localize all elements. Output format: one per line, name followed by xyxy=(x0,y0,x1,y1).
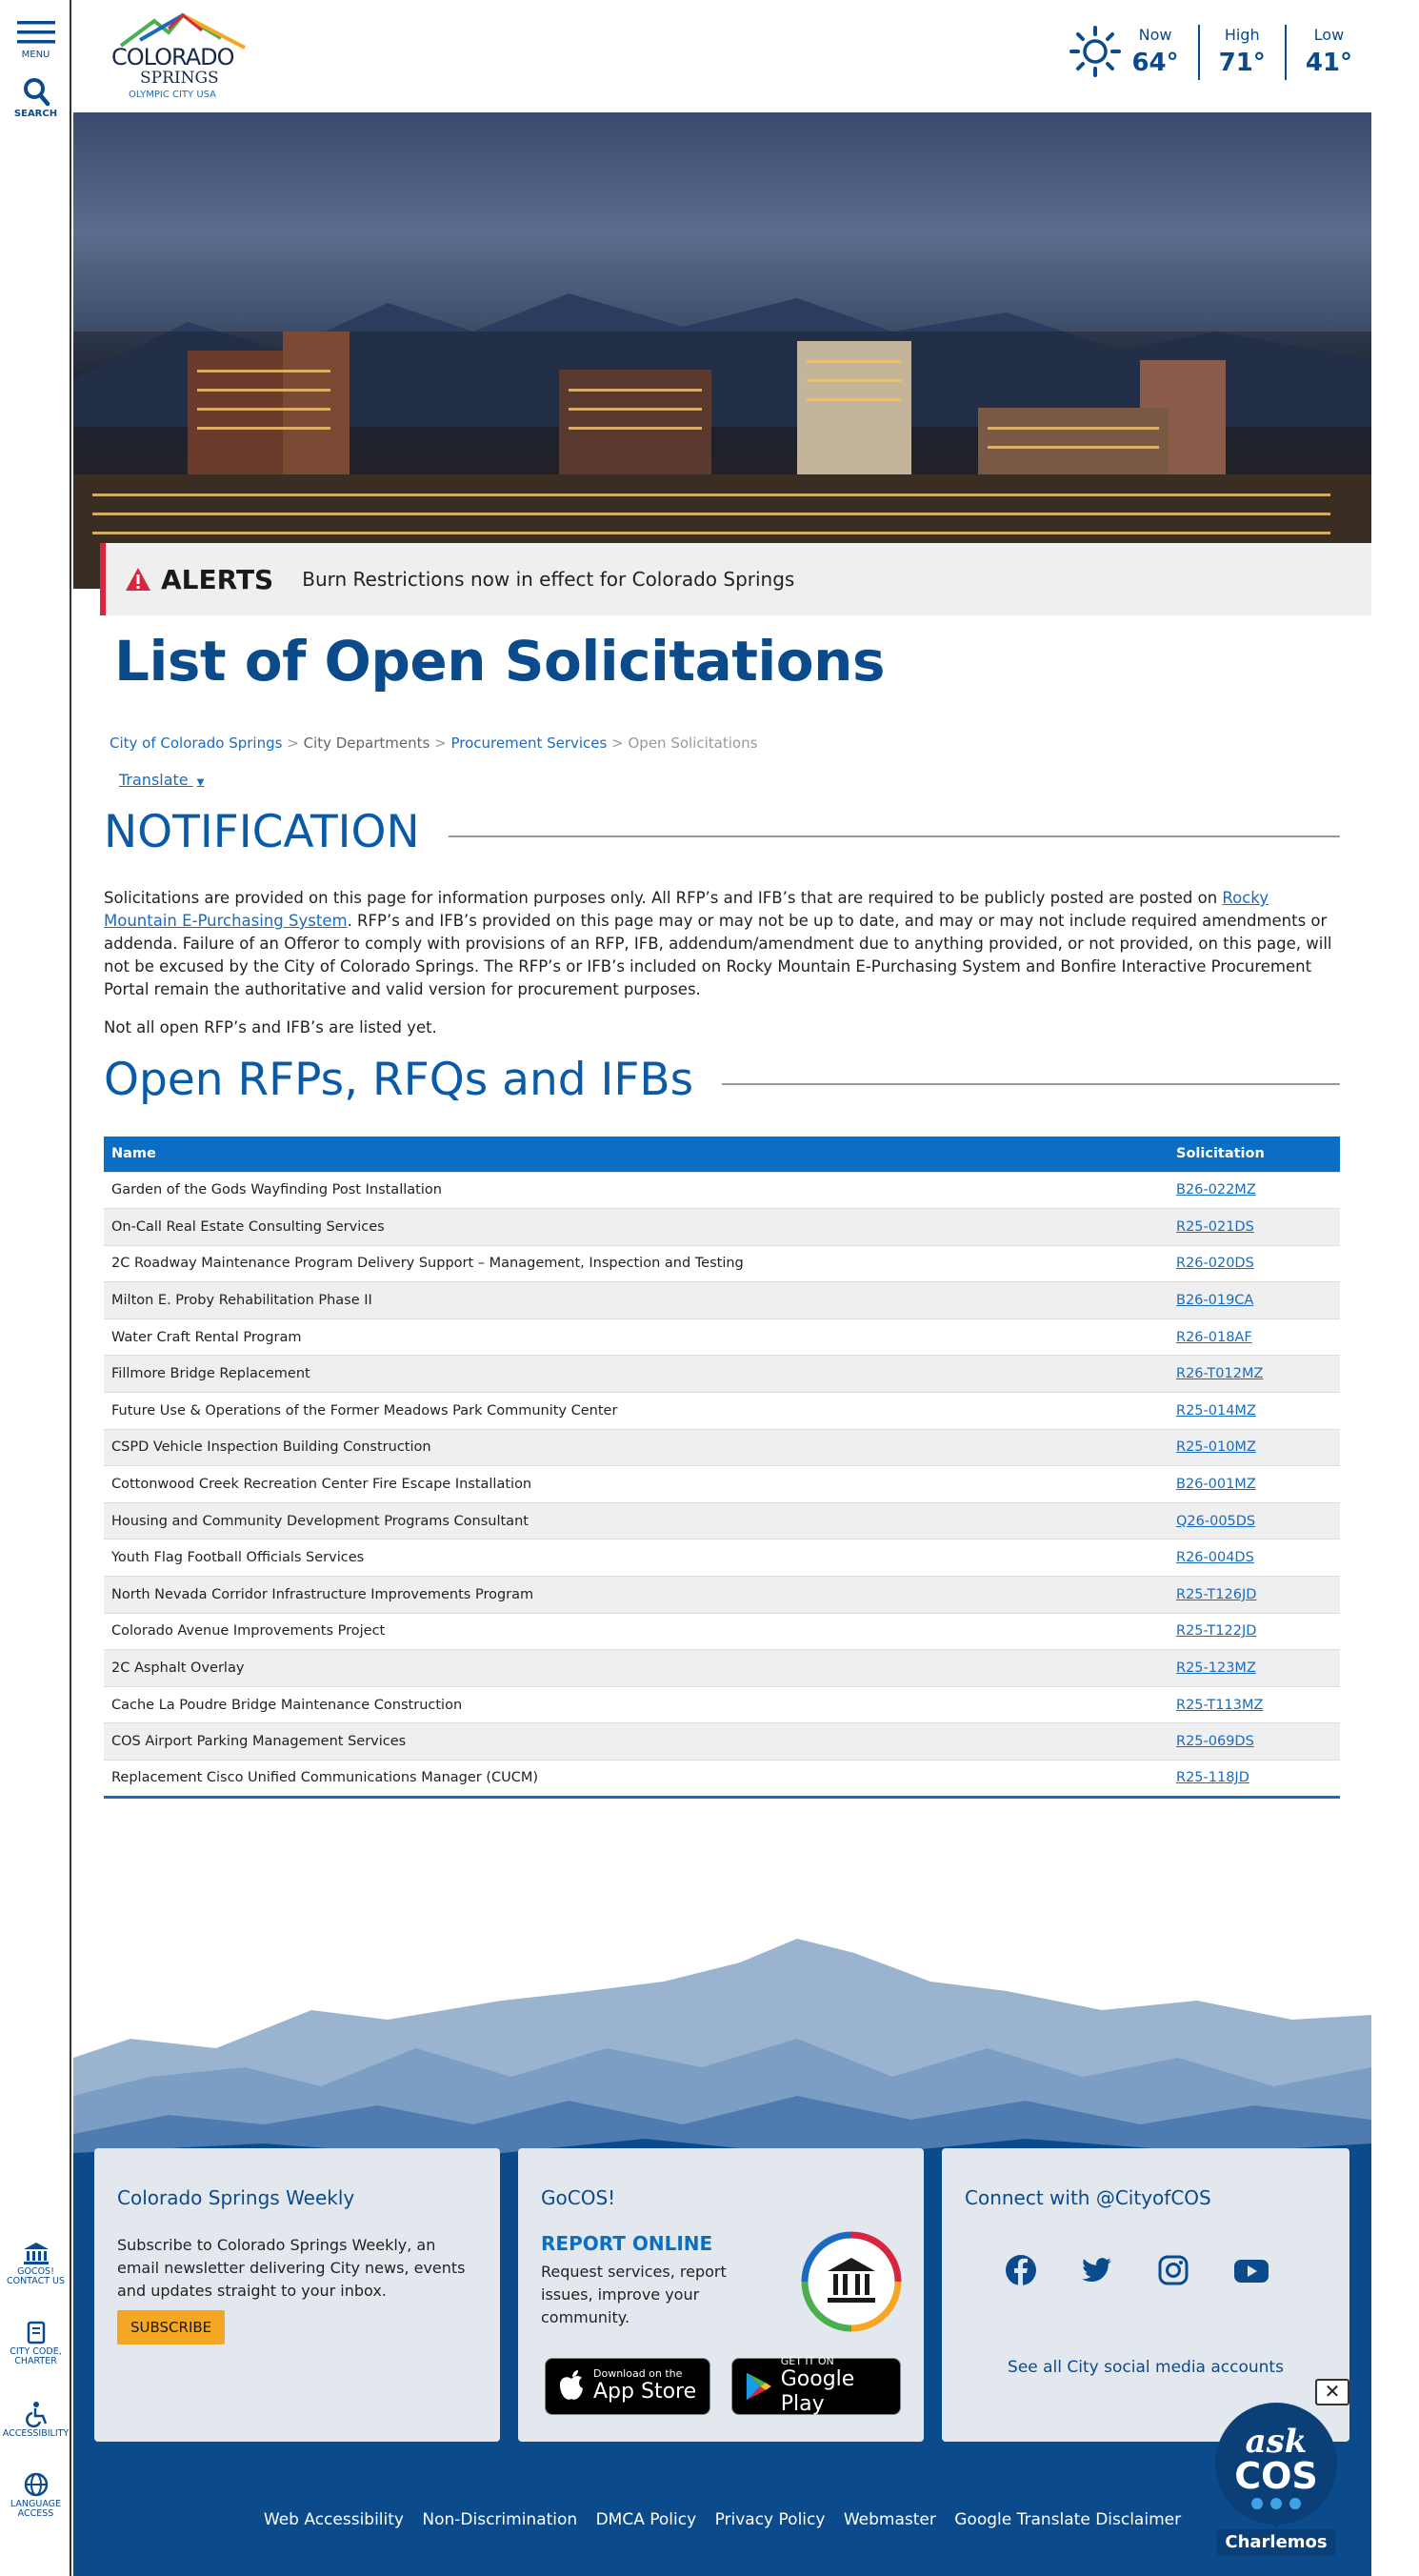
table-row xyxy=(104,1393,1340,1430)
social-card xyxy=(942,2148,1349,2442)
solicitation-number-cell xyxy=(1169,1650,1340,1687)
solicitation-number-cell xyxy=(1169,1761,1340,1798)
solicitation-link[interactable]: B26-019CA xyxy=(1176,1293,1254,1309)
rfp-section-header xyxy=(104,1054,1340,1106)
solicitation-number-cell xyxy=(1169,1172,1340,1209)
search-label: SEARCH xyxy=(13,109,58,119)
notification-heading: NOTIFICATION xyxy=(104,806,420,858)
footer-link-privacy[interactable]: Privacy Policy xyxy=(714,2510,826,2529)
accessibility-button[interactable] xyxy=(0,2401,71,2439)
solicitation-number-cell xyxy=(1169,1245,1340,1282)
social-icons xyxy=(1004,2253,1270,2287)
weather-high-label: High xyxy=(1224,26,1260,44)
solicitation-number-cell xyxy=(1169,1318,1340,1356)
warning-icon xyxy=(125,567,151,592)
search-icon xyxy=(22,76,50,107)
solicitation-link[interactable]: R25-118JD xyxy=(1176,1770,1249,1786)
weather-now-label: Now xyxy=(1138,26,1172,44)
solicitation-number-cell xyxy=(1169,1723,1340,1761)
footer-link-dmca[interactable]: DMCA Policy xyxy=(595,2510,697,2529)
footer-link-webmaster[interactable]: Webmaster xyxy=(843,2510,936,2529)
city-logo[interactable] xyxy=(102,11,254,102)
language-access-label: LANGUAGE ACCESS xyxy=(10,2499,62,2519)
solicitation-number-cell xyxy=(1169,1502,1340,1540)
table-row xyxy=(104,1723,1340,1761)
table-row xyxy=(104,1356,1340,1393)
solicitation-name-cell: CSPD Vehicle Inspection Building Construction xyxy=(104,1429,1169,1466)
solicitation-number-cell xyxy=(1169,1613,1340,1650)
table-header-row xyxy=(104,1137,1340,1172)
table-row xyxy=(104,1613,1340,1650)
table-row xyxy=(104,1686,1340,1723)
solicitation-number-cell xyxy=(1169,1577,1340,1614)
solicitation-name-cell: 2C Asphalt Overlay xyxy=(104,1650,1169,1687)
footer-link-translate-disclaimer[interactable]: Google Translate Disclaimer xyxy=(954,2510,1182,2529)
breadcrumb-separator: > xyxy=(434,735,447,752)
weather-low-value: 41° xyxy=(1305,49,1352,77)
footer-link-nondiscrimination[interactable]: Non-Discrimination xyxy=(422,2510,578,2529)
breadcrumb-separator: > xyxy=(611,735,624,752)
logo-tagline: OLYMPIC CITY USA xyxy=(129,90,217,100)
notification-note: Not all open RFP’s and IFB’s are listed yet. xyxy=(104,1018,437,1036)
solicitation-number-cell xyxy=(1169,1282,1340,1319)
site-header xyxy=(73,0,1419,112)
search-button[interactable] xyxy=(0,76,71,119)
table-row xyxy=(104,1466,1340,1503)
solicitation-link[interactable]: R25-T113MZ xyxy=(1176,1697,1264,1713)
globe-icon xyxy=(23,2471,50,2498)
logo-text-springs: SPRINGS xyxy=(140,69,219,88)
askcos-close-button[interactable]: ✕ xyxy=(1315,2379,1349,2405)
table-body xyxy=(104,1172,1340,1797)
column-header-solicitation[interactable]: Solicitation xyxy=(1169,1137,1340,1172)
solicitation-number-cell xyxy=(1169,1356,1340,1393)
instagram-icon[interactable] xyxy=(1156,2253,1190,2287)
table-row xyxy=(104,1429,1340,1466)
weather-widget xyxy=(1069,25,1371,86)
alert-message[interactable]: Burn Restrictions now in effect for Colorado Springs xyxy=(302,568,795,591)
solicitation-number-cell xyxy=(1169,1540,1340,1577)
book-icon xyxy=(26,2321,47,2345)
translate-dropdown[interactable] xyxy=(119,771,204,789)
google-play-button[interactable] xyxy=(731,2355,901,2416)
solicitation-name-cell: Cottonwood Creek Recreation Center Fire Escape Installation xyxy=(104,1466,1169,1503)
breadcrumb-departments: City Departments xyxy=(303,735,430,752)
menu-label: MENU xyxy=(21,50,50,60)
solicitation-name-cell: Fillmore Bridge Replacement xyxy=(104,1356,1169,1393)
breadcrumb-home[interactable]: City of Colorado Springs xyxy=(110,735,283,752)
breadcrumb-procurement[interactable]: Procurement Services xyxy=(450,735,608,752)
solicitation-link[interactable]: R26-018AF xyxy=(1176,1329,1252,1345)
chat-bubble-icon xyxy=(1209,2401,1343,2534)
askcos-ask-text: ask xyxy=(1245,2423,1308,2461)
table-row xyxy=(104,1577,1340,1614)
logo-text-colorado: COLORADO xyxy=(111,44,234,70)
notification-section-header xyxy=(104,806,1340,858)
weather-now-value: 64° xyxy=(1131,49,1179,77)
breadcrumb-current: Open Solicitations xyxy=(628,735,758,752)
app-store-big-text: App Store xyxy=(593,2380,697,2404)
table-row xyxy=(104,1318,1340,1356)
rocky-mountain-link[interactable]: Rocky Mountain E-Purchasing System xyxy=(104,889,1269,930)
alerts-title-text: ALERTS xyxy=(161,563,274,595)
solicitation-name-cell: Water Craft Rental Program xyxy=(104,1318,1169,1356)
weather-sun-icon xyxy=(1069,25,1122,78)
weather-high xyxy=(1198,25,1285,80)
page-title: List of Open Solicitations xyxy=(114,629,885,694)
google-play-icon xyxy=(744,2370,773,2403)
gocos-contact-button[interactable] xyxy=(0,2241,71,2286)
facebook-icon[interactable] xyxy=(1004,2253,1038,2287)
translate-label: Translate xyxy=(119,771,189,789)
building-icon xyxy=(22,2241,50,2265)
weather-high-value: 71° xyxy=(1218,49,1266,77)
table-row xyxy=(104,1245,1340,1282)
notification-text-part1: Solicitations are provided on this page for information purposes only. All RFP’s and IFB’s that are required to be publicly posted are posted on xyxy=(104,889,1223,907)
footer-links xyxy=(73,2510,1371,2529)
gocos-contact-label: GOCOS! CONTACT US xyxy=(6,2266,66,2286)
connect-title: Connect with @CityofCOS xyxy=(965,2186,1211,2209)
solicitation-link[interactable]: R25-T126JD xyxy=(1176,1586,1257,1602)
weather-low-label: Low xyxy=(1313,26,1345,44)
gocos-card xyxy=(518,2148,924,2442)
apple-icon xyxy=(557,2369,586,2404)
weekly-text: Subscribe to Colorado Springs Weekly, an email newsletter delivering City news, events and updates straight to your inbox. xyxy=(117,2236,466,2300)
section-divider xyxy=(449,835,1340,837)
app-store-small-text: Download on the xyxy=(593,2367,683,2380)
hamburger-icon xyxy=(17,19,55,48)
table-row xyxy=(104,1282,1340,1319)
solicitation-link[interactable]: R25-123MZ xyxy=(1176,1660,1256,1677)
solicitation-number-cell xyxy=(1169,1686,1340,1723)
solicitation-number-cell xyxy=(1169,1466,1340,1503)
solicitation-link[interactable]: B26-001MZ xyxy=(1176,1477,1256,1493)
app-store-button[interactable] xyxy=(545,2358,710,2415)
weather-low xyxy=(1285,25,1371,80)
google-play-big-text: Google Play xyxy=(780,2367,855,2416)
weekly-title: Colorado Springs Weekly xyxy=(117,2186,355,2209)
subscribe-button[interactable]: SUBSCRIBE xyxy=(117,2310,225,2345)
site-footer xyxy=(73,1934,1371,2576)
solicitation-number-cell xyxy=(1169,1393,1340,1430)
google-play-small-text: GET IT ON xyxy=(780,2355,834,2367)
report-online-link[interactable]: REPORT ONLINE xyxy=(541,2232,713,2255)
table-row xyxy=(104,1209,1340,1246)
table-row xyxy=(104,1172,1340,1209)
solicitation-name-cell: Cache La Poudre Bridge Maintenance Construction xyxy=(104,1686,1169,1723)
see-all-social-link[interactable]: See all City social media accounts xyxy=(1008,2358,1284,2377)
solicitation-link[interactable]: R25-T122JD xyxy=(1176,1623,1257,1640)
solicitation-name-cell: Housing and Community Development Programs Consultant xyxy=(104,1502,1169,1540)
twitter-icon[interactable] xyxy=(1080,2253,1114,2287)
breadcrumb-separator: > xyxy=(287,735,299,752)
column-header-name[interactable]: Name xyxy=(104,1137,1169,1172)
solicitation-link[interactable]: R26-020DS xyxy=(1176,1256,1254,1272)
solicitation-link[interactable]: R25-069DS xyxy=(1176,1734,1254,1750)
solicitation-link[interactable]: R26-T012MZ xyxy=(1176,1366,1264,1382)
solicitation-name-cell: Future Use & Operations of the Former Meadows Park Community Center xyxy=(104,1393,1169,1430)
solicitation-name-cell: North Nevada Corridor Infrastructure Improvements Program xyxy=(104,1577,1169,1614)
solicitation-link[interactable]: Q26-005DS xyxy=(1176,1513,1256,1529)
solicitation-name-cell: 2C Roadway Maintenance Program Delivery Support – Management, Inspection and Testing xyxy=(104,1245,1169,1282)
gocos-building-badge-icon xyxy=(799,2229,904,2334)
solicitation-link[interactable]: R26-004DS xyxy=(1176,1550,1254,1566)
askcos-label[interactable]: Charlemos xyxy=(1217,2529,1335,2556)
alerts-title xyxy=(125,564,273,595)
section-divider xyxy=(722,1083,1340,1085)
table-row xyxy=(104,1650,1340,1687)
menu-button[interactable] xyxy=(0,19,71,60)
rfp-heading: Open RFPs, RFQs and IFBs xyxy=(104,1054,694,1106)
solicitations-table xyxy=(104,1137,1340,1799)
solicitation-number-cell xyxy=(1169,1429,1340,1466)
solicitation-number-cell xyxy=(1169,1209,1340,1246)
solicitation-link[interactable]: R25-010MZ xyxy=(1176,1439,1256,1456)
solicitation-link[interactable]: R25-014MZ xyxy=(1176,1402,1256,1419)
table-row xyxy=(104,1761,1340,1798)
accessibility-label: ACCESSIBILITY xyxy=(2,2428,70,2439)
solicitation-name-cell: Youth Flag Football Officials Services xyxy=(104,1540,1169,1577)
city-code-button[interactable] xyxy=(0,2321,71,2366)
notification-text-part2: . RFP’s and IFB’s provided on this page may or may not be up to date, and may or may not include required amendments or addenda. Failure of an Offeror to comply with provisions of an RFP, IFB, addendum/amendment due to anything provided, or not provided, on this page, will not be excused by the City of Colorado Springs. The RFP’s or IFB’s included on Rocky Mountain E-Purchasing System and Bonfire Interactive Procurement Portal remain the authoritative and valid version for procurement purposes. xyxy=(104,912,1332,998)
gocos-title: GoCOS! xyxy=(541,2186,616,2209)
hero-city-image xyxy=(73,112,1371,589)
city-code-label: CITY CODE, CHARTER xyxy=(10,2346,62,2366)
solicitation-name-cell: On-Call Real Estate Consulting Services xyxy=(104,1209,1169,1246)
youtube-icon[interactable] xyxy=(1232,2253,1270,2287)
caret-down-icon: ▼ xyxy=(196,777,205,788)
left-sidebar xyxy=(0,0,71,2576)
solicitation-name-cell: Colorado Avenue Improvements Project xyxy=(104,1613,1169,1650)
gocos-text: Request services, report issues, improve your community. xyxy=(541,2263,727,2326)
language-access-button[interactable] xyxy=(0,2471,71,2519)
table-row xyxy=(104,1502,1340,1540)
solicitation-name-cell: Replacement Cisco Unified Communications Manager (CUCM) xyxy=(104,1761,1169,1798)
footer-link-accessibility[interactable]: Web Accessibility xyxy=(263,2510,404,2529)
solicitation-name-cell: Milton E. Proby Rehabilitation Phase II xyxy=(104,1282,1169,1319)
weekly-newsletter-card xyxy=(94,2148,500,2442)
wheelchair-icon xyxy=(24,2401,49,2427)
alerts-bar[interactable] xyxy=(100,543,1371,615)
solicitation-link[interactable]: B26-022MZ xyxy=(1176,1182,1256,1198)
solicitation-link[interactable]: R25-021DS xyxy=(1176,1218,1254,1235)
solicitation-name-cell: COS Airport Parking Management Services xyxy=(104,1723,1169,1761)
notification-text xyxy=(104,887,1340,1001)
solicitation-name-cell: Garden of the Gods Wayfinding Post Installation xyxy=(104,1172,1169,1209)
weather-now xyxy=(1131,25,1197,80)
askcos-cos-text: COS xyxy=(1234,2455,1318,2497)
breadcrumb xyxy=(110,735,757,752)
table-row xyxy=(104,1540,1340,1577)
